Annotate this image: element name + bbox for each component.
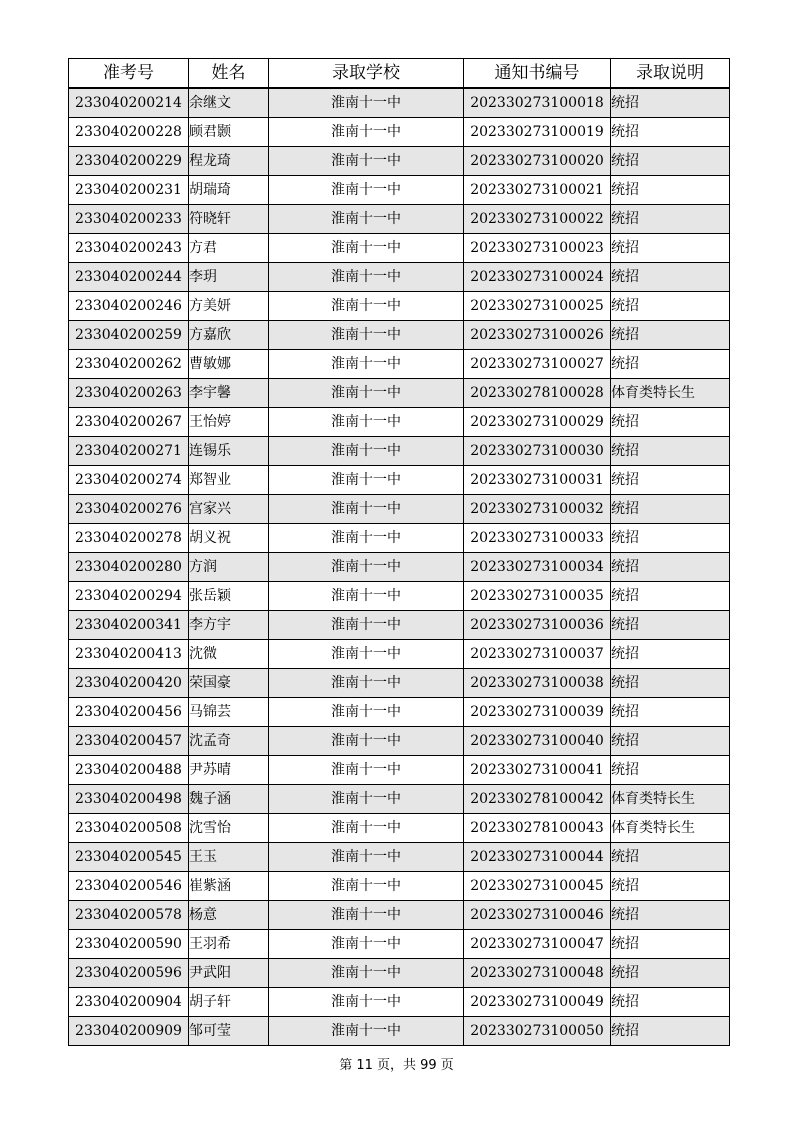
table-row xyxy=(69,727,730,756)
cell-notice-number: 202330273100040 xyxy=(464,727,611,756)
cell-name: 崔紫涵 xyxy=(189,872,269,901)
cell-admission-note: 统招 xyxy=(611,524,730,553)
cell-notice-number: 202330273100018 xyxy=(464,88,611,118)
cell-exam-number: 233040200488 xyxy=(69,756,189,785)
cell-exam-number: 233040200909 xyxy=(69,1017,189,1046)
table-row xyxy=(69,872,730,901)
cell-school: 淮南十一中 xyxy=(269,1017,464,1046)
cell-school: 淮南十一中 xyxy=(269,814,464,843)
cell-exam-number: 233040200267 xyxy=(69,408,189,437)
table-row xyxy=(69,756,730,785)
table-row xyxy=(69,466,730,495)
table-row xyxy=(69,698,730,727)
cell-school: 淮南十一中 xyxy=(269,611,464,640)
cell-exam-number: 233040200274 xyxy=(69,466,189,495)
cell-exam-number: 233040200413 xyxy=(69,640,189,669)
cell-exam-number: 233040200263 xyxy=(69,379,189,408)
cell-notice-number: 202330273100020 xyxy=(464,147,611,176)
cell-school: 淮南十一中 xyxy=(269,727,464,756)
cell-notice-number: 202330273100036 xyxy=(464,611,611,640)
cell-school: 淮南十一中 xyxy=(269,292,464,321)
table-row xyxy=(69,640,730,669)
cell-school: 淮南十一中 xyxy=(269,756,464,785)
table-row xyxy=(69,611,730,640)
cell-admission-note: 统招 xyxy=(611,263,730,292)
cell-school: 淮南十一中 xyxy=(269,88,464,118)
cell-school: 淮南十一中 xyxy=(269,959,464,988)
cell-name: 方润 xyxy=(189,553,269,582)
header-name: 姓名 xyxy=(189,59,269,89)
cell-exam-number: 233040200341 xyxy=(69,611,189,640)
cell-name: 郑智业 xyxy=(189,466,269,495)
cell-notice-number: 202330273100025 xyxy=(464,292,611,321)
table-row xyxy=(69,205,730,234)
table-row xyxy=(69,785,730,814)
cell-notice-number: 202330278100043 xyxy=(464,814,611,843)
cell-name: 邹可莹 xyxy=(189,1017,269,1046)
cell-exam-number: 233040200243 xyxy=(69,234,189,263)
cell-notice-number: 202330273100047 xyxy=(464,930,611,959)
cell-school: 淮南十一中 xyxy=(269,698,464,727)
cell-name: 胡瑞琦 xyxy=(189,176,269,205)
cell-admission-note: 统招 xyxy=(611,176,730,205)
cell-admission-note: 统招 xyxy=(611,147,730,176)
cell-school: 淮南十一中 xyxy=(269,524,464,553)
header-admission-note: 录取说明 xyxy=(611,59,730,89)
cell-school: 淮南十一中 xyxy=(269,930,464,959)
cell-notice-number: 202330273100045 xyxy=(464,872,611,901)
cell-notice-number: 202330273100027 xyxy=(464,350,611,379)
cell-name: 沈微 xyxy=(189,640,269,669)
cell-notice-number: 202330273100034 xyxy=(464,553,611,582)
cell-admission-note: 统招 xyxy=(611,611,730,640)
table-row xyxy=(69,524,730,553)
table-row xyxy=(69,321,730,350)
table-row xyxy=(69,88,730,118)
cell-exam-number: 233040200578 xyxy=(69,901,189,930)
cell-notice-number: 202330273100019 xyxy=(464,118,611,147)
cell-exam-number: 233040200214 xyxy=(69,88,189,118)
cell-exam-number: 233040200456 xyxy=(69,698,189,727)
cell-exam-number: 233040200276 xyxy=(69,495,189,524)
cell-admission-note: 统招 xyxy=(611,408,730,437)
cell-exam-number: 233040200233 xyxy=(69,205,189,234)
cell-admission-note: 统招 xyxy=(611,437,730,466)
cell-name: 魏子涵 xyxy=(189,785,269,814)
header-notice-number: 通知书编号 xyxy=(464,59,611,89)
cell-exam-number: 233040200246 xyxy=(69,292,189,321)
cell-name: 沈孟奇 xyxy=(189,727,269,756)
cell-school: 淮南十一中 xyxy=(269,350,464,379)
cell-notice-number: 202330278100042 xyxy=(464,785,611,814)
table-row xyxy=(69,176,730,205)
cell-school: 淮南十一中 xyxy=(269,901,464,930)
table-row xyxy=(69,292,730,321)
cell-admission-note: 统招 xyxy=(611,930,730,959)
cell-admission-note: 统招 xyxy=(611,582,730,611)
table-row xyxy=(69,263,730,292)
cell-school: 淮南十一中 xyxy=(269,872,464,901)
cell-exam-number: 233040200457 xyxy=(69,727,189,756)
table-row xyxy=(69,669,730,698)
cell-notice-number: 202330273100037 xyxy=(464,640,611,669)
cell-school: 淮南十一中 xyxy=(269,669,464,698)
cell-exam-number: 233040200229 xyxy=(69,147,189,176)
cell-name: 荣国豪 xyxy=(189,669,269,698)
cell-exam-number: 233040200590 xyxy=(69,930,189,959)
table-row xyxy=(69,901,730,930)
cell-school: 淮南十一中 xyxy=(269,495,464,524)
cell-name: 杨意 xyxy=(189,901,269,930)
cell-admission-note: 统招 xyxy=(611,988,730,1017)
cell-notice-number: 202330273100035 xyxy=(464,582,611,611)
table-row xyxy=(69,350,730,379)
cell-exam-number: 233040200244 xyxy=(69,263,189,292)
cell-admission-note: 统招 xyxy=(611,234,730,263)
cell-name: 胡义祝 xyxy=(189,524,269,553)
cell-notice-number: 202330273100033 xyxy=(464,524,611,553)
cell-school: 淮南十一中 xyxy=(269,640,464,669)
cell-notice-number: 202330273100038 xyxy=(464,669,611,698)
cell-admission-note: 体育类特长生 xyxy=(611,814,730,843)
cell-admission-note: 统招 xyxy=(611,669,730,698)
cell-name: 宫家兴 xyxy=(189,495,269,524)
cell-school: 淮南十一中 xyxy=(269,785,464,814)
cell-notice-number: 202330273100022 xyxy=(464,205,611,234)
cell-notice-number: 202330273100044 xyxy=(464,843,611,872)
table-row xyxy=(69,437,730,466)
cell-admission-note: 统招 xyxy=(611,901,730,930)
cell-admission-note: 体育类特长生 xyxy=(611,379,730,408)
cell-admission-note: 统招 xyxy=(611,495,730,524)
cell-name: 连锡乐 xyxy=(189,437,269,466)
cell-name: 尹苏晴 xyxy=(189,756,269,785)
cell-admission-note: 统招 xyxy=(611,1017,730,1046)
cell-name: 胡子轩 xyxy=(189,988,269,1017)
table-header-row xyxy=(69,59,730,89)
header-exam-number: 准考号 xyxy=(69,59,189,89)
cell-school: 淮南十一中 xyxy=(269,147,464,176)
cell-admission-note: 统招 xyxy=(611,118,730,147)
table-row xyxy=(69,1017,730,1046)
cell-name: 李玥 xyxy=(189,263,269,292)
cell-exam-number: 233040200545 xyxy=(69,843,189,872)
table-row xyxy=(69,495,730,524)
cell-notice-number: 202330273100023 xyxy=(464,234,611,263)
cell-exam-number: 233040200271 xyxy=(69,437,189,466)
cell-name: 方嘉欣 xyxy=(189,321,269,350)
cell-name: 李方宇 xyxy=(189,611,269,640)
cell-school: 淮南十一中 xyxy=(269,205,464,234)
cell-admission-note: 统招 xyxy=(611,959,730,988)
cell-school: 淮南十一中 xyxy=(269,408,464,437)
cell-admission-note: 统招 xyxy=(611,292,730,321)
cell-notice-number: 202330273100041 xyxy=(464,756,611,785)
page-footer: 第 11 页，共 99 页 xyxy=(339,1058,454,1073)
cell-school: 淮南十一中 xyxy=(269,176,464,205)
cell-school: 淮南十一中 xyxy=(269,466,464,495)
cell-exam-number: 233040200259 xyxy=(69,321,189,350)
cell-admission-note: 统招 xyxy=(611,321,730,350)
cell-exam-number: 233040200231 xyxy=(69,176,189,205)
cell-notice-number: 202330273100030 xyxy=(464,437,611,466)
cell-name: 张岳颖 xyxy=(189,582,269,611)
cell-admission-note: 统招 xyxy=(611,640,730,669)
cell-admission-note: 统招 xyxy=(611,698,730,727)
cell-exam-number: 233040200228 xyxy=(69,118,189,147)
cell-exam-number: 233040200508 xyxy=(69,814,189,843)
cell-school: 淮南十一中 xyxy=(269,263,464,292)
table-row xyxy=(69,582,730,611)
cell-school: 淮南十一中 xyxy=(269,118,464,147)
cell-exam-number: 233040200420 xyxy=(69,669,189,698)
table-body xyxy=(69,88,730,1046)
table-row xyxy=(69,959,730,988)
cell-notice-number: 202330273100026 xyxy=(464,321,611,350)
cell-exam-number: 233040200278 xyxy=(69,524,189,553)
cell-exam-number: 233040200904 xyxy=(69,988,189,1017)
cell-name: 王玉 xyxy=(189,843,269,872)
cell-exam-number: 233040200262 xyxy=(69,350,189,379)
table-row xyxy=(69,553,730,582)
table-row xyxy=(69,147,730,176)
cell-notice-number: 202330273100024 xyxy=(464,263,611,292)
cell-school: 淮南十一中 xyxy=(269,437,464,466)
cell-school: 淮南十一中 xyxy=(269,988,464,1017)
header-school: 录取学校 xyxy=(269,59,464,89)
cell-admission-note: 统招 xyxy=(611,727,730,756)
admission-table xyxy=(68,58,730,1046)
cell-notice-number: 202330273100029 xyxy=(464,408,611,437)
cell-name: 符晓轩 xyxy=(189,205,269,234)
table-row xyxy=(69,234,730,263)
cell-name: 方君 xyxy=(189,234,269,263)
cell-admission-note: 统招 xyxy=(611,843,730,872)
cell-name: 尹武阳 xyxy=(189,959,269,988)
cell-admission-note: 统招 xyxy=(611,205,730,234)
cell-exam-number: 233040200280 xyxy=(69,553,189,582)
cell-name: 李宇馨 xyxy=(189,379,269,408)
cell-name: 沈雪怡 xyxy=(189,814,269,843)
table-row xyxy=(69,814,730,843)
cell-exam-number: 233040200498 xyxy=(69,785,189,814)
cell-school: 淮南十一中 xyxy=(269,553,464,582)
cell-admission-note: 统招 xyxy=(611,466,730,495)
cell-name: 顾君颢 xyxy=(189,118,269,147)
cell-name: 方美妍 xyxy=(189,292,269,321)
table-row xyxy=(69,930,730,959)
cell-school: 淮南十一中 xyxy=(269,582,464,611)
cell-notice-number: 202330273100049 xyxy=(464,988,611,1017)
cell-school: 淮南十一中 xyxy=(269,379,464,408)
cell-name: 余继文 xyxy=(189,88,269,118)
cell-notice-number: 202330273100021 xyxy=(464,176,611,205)
cell-school: 淮南十一中 xyxy=(269,843,464,872)
cell-name: 曹敏娜 xyxy=(189,350,269,379)
cell-school: 淮南十一中 xyxy=(269,234,464,263)
cell-notice-number: 202330273100050 xyxy=(464,1017,611,1046)
table-row xyxy=(69,988,730,1017)
cell-school: 淮南十一中 xyxy=(269,321,464,350)
cell-admission-note: 统招 xyxy=(611,350,730,379)
table-row xyxy=(69,118,730,147)
cell-notice-number: 202330273100046 xyxy=(464,901,611,930)
table-row xyxy=(69,408,730,437)
cell-notice-number: 202330273100032 xyxy=(464,495,611,524)
cell-admission-note: 统招 xyxy=(611,756,730,785)
cell-admission-note: 统招 xyxy=(611,553,730,582)
table-row xyxy=(69,843,730,872)
cell-name: 王怡婷 xyxy=(189,408,269,437)
cell-admission-note: 体育类特长生 xyxy=(611,785,730,814)
cell-exam-number: 233040200546 xyxy=(69,872,189,901)
cell-notice-number: 202330278100028 xyxy=(464,379,611,408)
cell-name: 王羽希 xyxy=(189,930,269,959)
cell-name: 程龙琦 xyxy=(189,147,269,176)
cell-notice-number: 202330273100048 xyxy=(464,959,611,988)
cell-exam-number: 233040200294 xyxy=(69,582,189,611)
cell-notice-number: 202330273100039 xyxy=(464,698,611,727)
cell-name: 马锦芸 xyxy=(189,698,269,727)
cell-admission-note: 统招 xyxy=(611,872,730,901)
cell-notice-number: 202330273100031 xyxy=(464,466,611,495)
cell-admission-note: 统招 xyxy=(611,88,730,118)
table-row xyxy=(69,379,730,408)
cell-exam-number: 233040200596 xyxy=(69,959,189,988)
